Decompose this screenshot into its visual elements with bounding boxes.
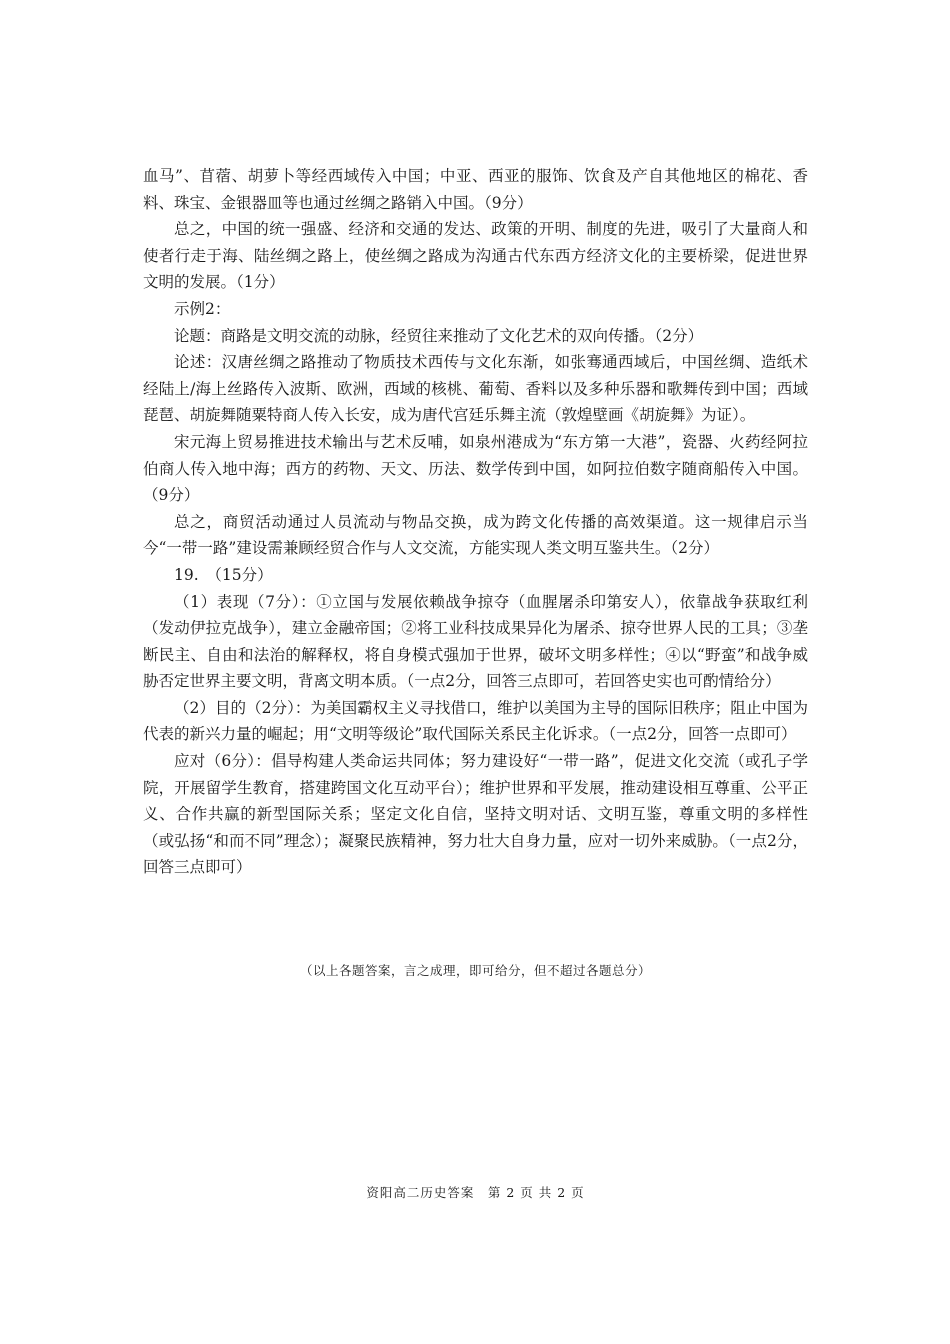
paragraph-argument: 论述：汉唐丝绸之路推动了物质技术西传与文化东渐，如张骞通西域后，中国丝绸、造纸术经陆上/海上丝路传入波斯、欧洲，西域的核桃、葡萄、香料以及多种乐器和歌舞传到中国；西域琵琶、胡旋舞随粟特商人传入长安，成为唐代宫廷乐舞主流（敦煌壁画《胡旋舞》为证）。: [143, 353, 808, 425]
answer-content: [143, 163, 808, 881]
paragraph-question-19-part-2: （2）目的（2分）：为美国霸权主义寻找借口，维护以美国为主导的国际旧秩序；阻止中国为代表的新兴力量的崛起；用“文明等级论”取代国际关系民主化诉求。（一点2分，回答一点即可）: [143, 698, 808, 744]
grading-note: （以上各题答案，言之成理，即可给分，但不超过各题总分）: [299, 963, 651, 978]
paragraph-song-yuan: 宋元海上贸易推进技术输出与艺术反哺，如泉州港成为“东方第一大港”，瓷器、火药经阿拉伯商人传入地中海；西方的药物、天文、历法、数学传到中国，如阿拉伯数字随商船传入中国。（9分）: [143, 432, 808, 505]
paragraph-summary-2: 总之，商贸活动通过人员流动与物品交换，成为跨文化传播的高效渠道。这一规律启示当今“一带一路”建设需兼顾经贸合作与人文交流，方能实现人类文明互鉴共生。（2分）: [143, 512, 808, 558]
paragraph-silk-road-continued: 血马”、苜蓿、胡萝卜等经西域传入中国；中亚、西亚的服饰、饮食及产自其他地区的棉花、香料、珠宝、金银器皿等也通过丝绸之路销入中国。（9分）: [143, 167, 808, 212]
paragraph-question-19-response: 应对（6分）：倡导构建人类命运共同体；努力建设好“一带一路”，促进文化交流（或孔子学院，开展留学生教育，搭建跨国文化互动平台）；维护世界和平发展，推动建设相互尊重、公平正义、合作共赢的新型国际关系；坚定文化自信，坚持文明对话、文明互鉴，尊重文明的多样性（或弘扬“和而不同”理念）；凝聚民族精神，努力壮大自身力量，应对一切外来威胁。（一点2分，回答三点即可）: [143, 752, 808, 877]
paragraph-question-19-part-1: （1）表现（7分）：①立国与发展依赖战争掠夺（血腥屠杀印第安人），依靠战争获取红利（发动伊拉克战争），建立金融帝国；②将工业科技成果异化为屠杀、掠夺世界人民的工具；③垄断民主、自由和法治的解释权，将自身模式强加于世界，破坏文明多样性；④以“野蛮”和战争威胁否定世界主要文明，背离文明本质。（一点2分，回答三点即可，若回答史实也可酌情给分）: [143, 592, 808, 691]
paragraph-thesis: 论题：商路是文明交流的动脉，经贸往来推动了文化艺术的双向传播。（2分）: [174, 326, 704, 345]
page-footer: 资阳高二历史答案 第 2 页 共 2 页: [366, 1185, 585, 1200]
paragraph-question-19: 19. （15分）: [174, 565, 273, 584]
paragraph-summary-1: 总之，中国的统一强盛、经济和交通的发达、政策的开明、制度的先进，吸引了大量商人和使者行走于海、陆丝绸之路上，使丝绸之路成为沟通古代东西方经济文化的主要桥梁，促进世界文明的发展。（1分）: [143, 220, 808, 292]
paragraph-example-2: 示例2：: [174, 299, 231, 318]
